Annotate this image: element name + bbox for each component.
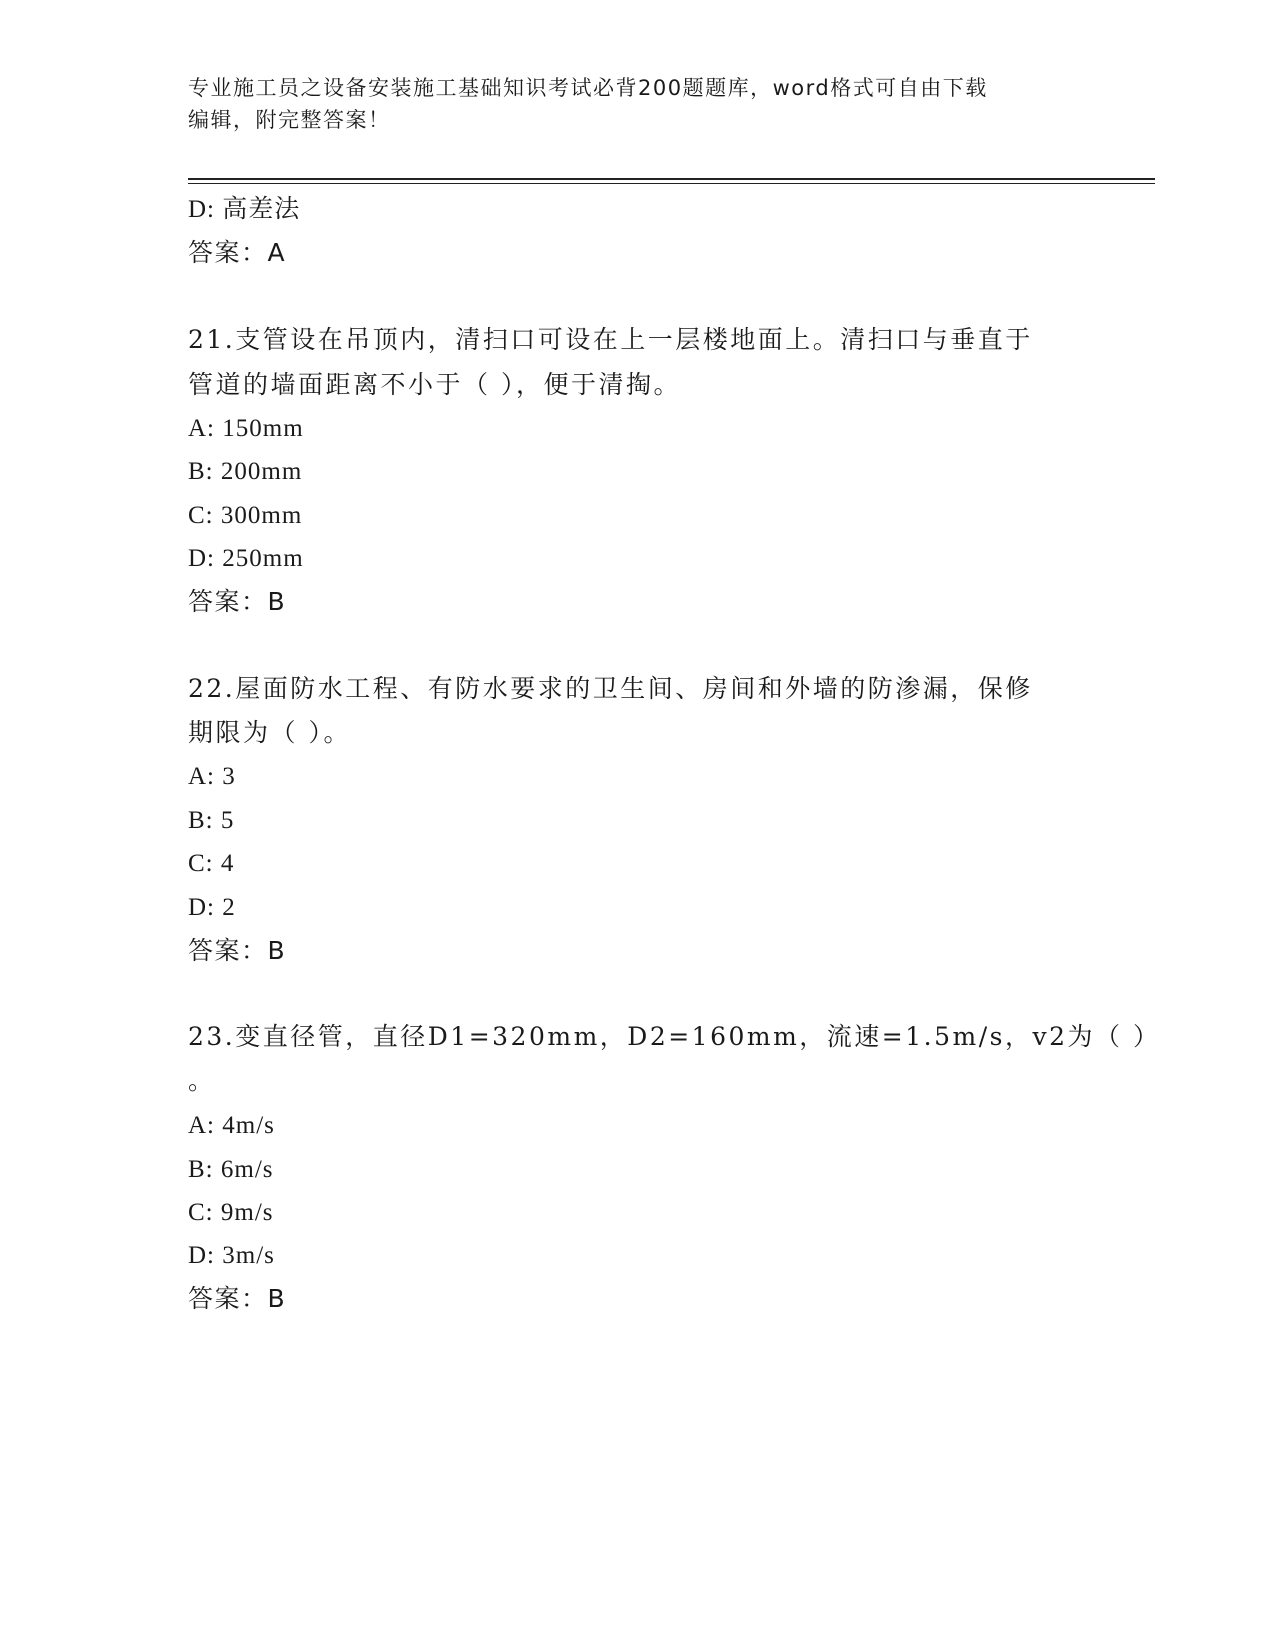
question-23-option-b: B: 6m/s xyxy=(188,1156,274,1183)
header-divider-thin xyxy=(188,183,1155,184)
question-22-stem-line-1: 22.屋面防水工程、有防水要求的卫生间、房间和外墙的防渗漏，保修 xyxy=(188,674,1033,703)
question-23-option-c: C: 9m/s xyxy=(188,1199,274,1226)
question-21-option-b: B: 200mm xyxy=(188,458,303,485)
question-23-stem-line-2: 。 xyxy=(188,1066,216,1095)
question-21-option-a: A: 150mm xyxy=(188,415,304,442)
header-line-1: 专业施工员之设备安装施工基础知识考试必背200题题库，word格式可自由下载 xyxy=(188,76,988,100)
header-line-2: 编辑，附完整答案！ xyxy=(188,108,391,132)
question-22-option-c: C: 4 xyxy=(188,850,235,877)
question-23-answer: 答案：B xyxy=(188,1284,287,1313)
document-header xyxy=(188,72,1068,136)
question-23-option-d: D: 3m/s xyxy=(188,1242,275,1269)
question-22-option-d: D: 2 xyxy=(188,894,236,921)
question-21-stem-line-1: 21.支管设在吊顶内，清扫口可设在上一层楼地面上。清扫口与垂直于 xyxy=(188,325,1033,354)
question-22-stem-line-2: 期限为（ ）。 xyxy=(188,718,351,747)
question-23-option-a: A: 4m/s xyxy=(188,1112,275,1139)
question-21-answer: 答案：B xyxy=(188,587,287,616)
question-22-option-b: B: 5 xyxy=(188,807,235,834)
question-22-answer: 答案：B xyxy=(188,936,287,965)
question-23-stem-line-1: 23.变直径管，直径D1=320mm，D2=160mm，流速=1.5m/s，v2为（ ） xyxy=(188,1022,1161,1051)
question-21-stem-line-2: 管道的墙面距离不小于（ ），便于清掏。 xyxy=(188,370,681,399)
question-22-option-a: A: 3 xyxy=(188,763,236,790)
question-21-option-d: D: 250mm xyxy=(188,545,304,572)
prev-option-d: D: 高差法 xyxy=(188,196,301,223)
question-21-option-c: C: 300mm xyxy=(188,502,303,529)
prev-answer: 答案：A xyxy=(188,238,287,267)
header-divider-thick xyxy=(188,178,1155,180)
